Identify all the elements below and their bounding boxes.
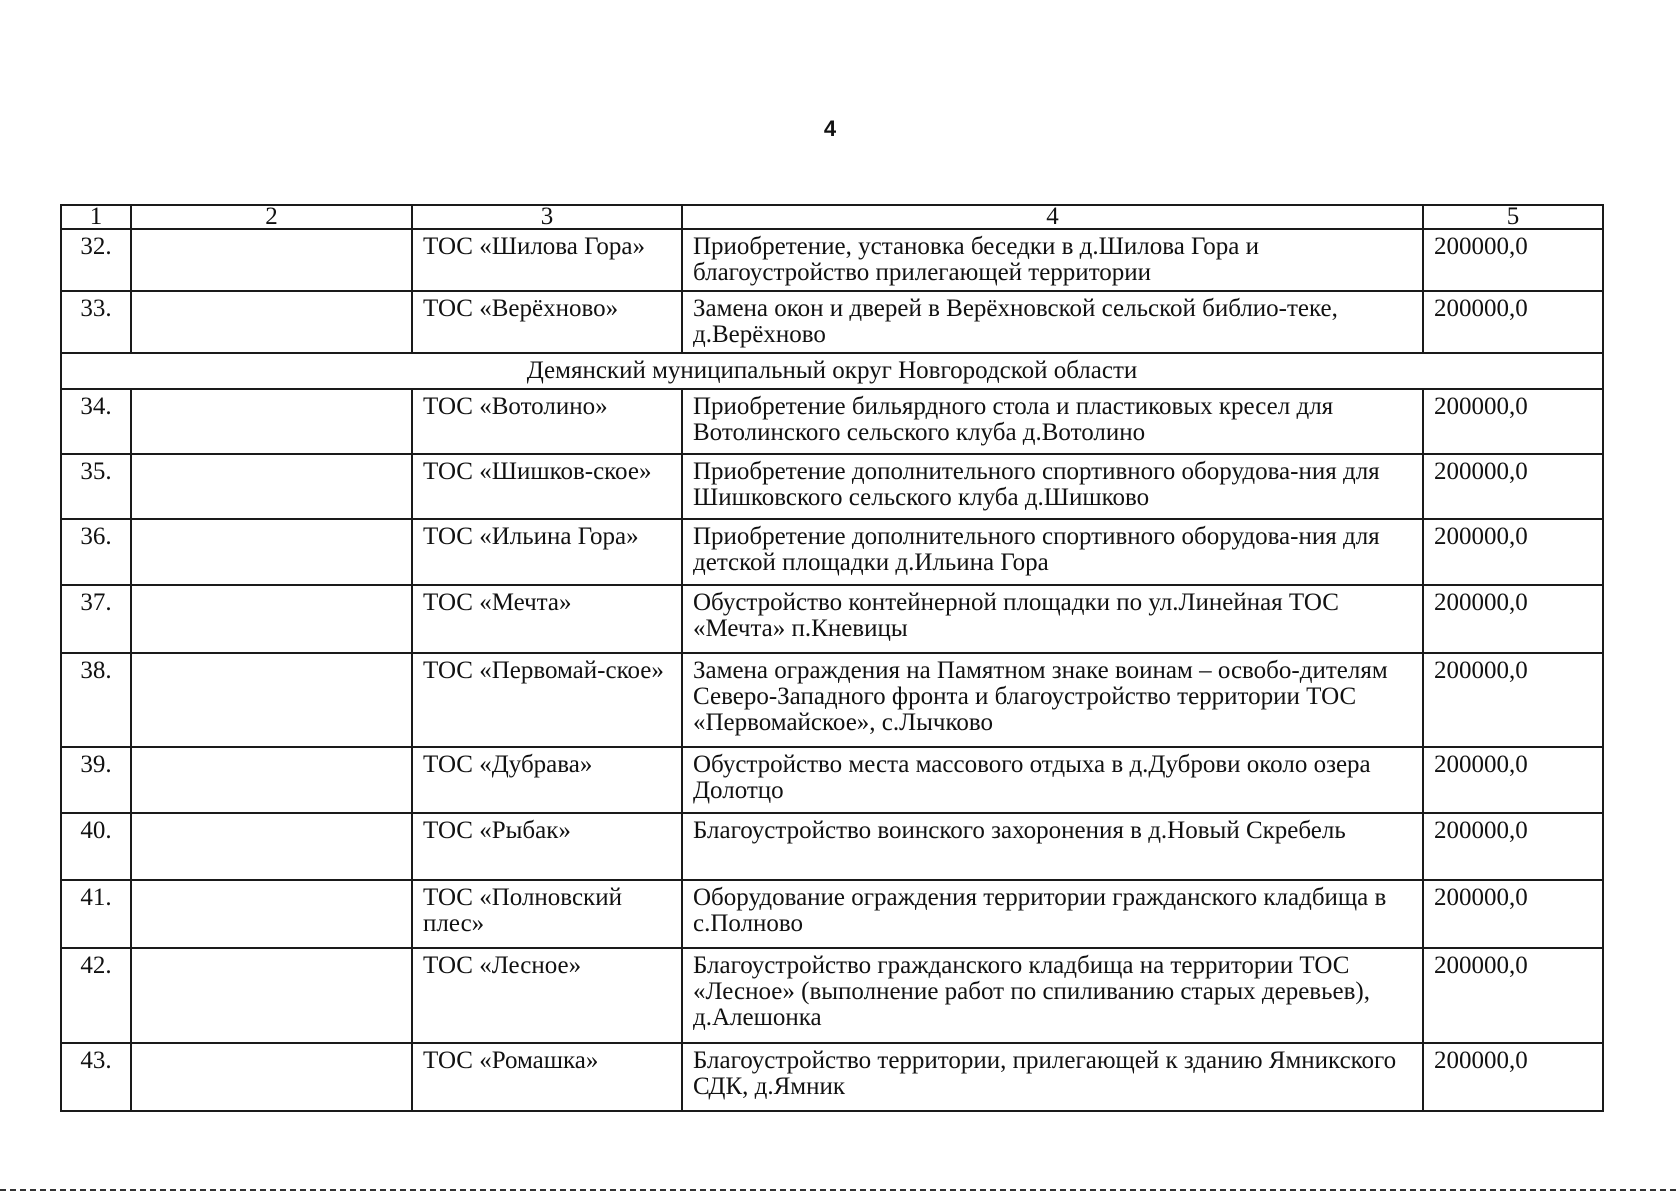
row-number: 36. <box>61 519 131 585</box>
project-description: Благоустройство территории, прилегающей к зданию Ямникского СДК, д.Ямник <box>682 1043 1423 1111</box>
tos-name: ТОС «Рыбак» <box>412 813 682 880</box>
row-number: 35. <box>61 454 131 519</box>
table-row <box>61 519 1603 585</box>
row-number: 33. <box>61 291 131 353</box>
amount: 200000,0 <box>1423 813 1603 880</box>
project-description: Обустройство места массового отдыха в д.Дуброви около озера Долотцо <box>682 747 1423 813</box>
row-col2 <box>131 747 412 813</box>
project-description: Приобретение дополнительного спортивного оборудова-ния для Шишковского сельского клуба д.Шишково <box>682 454 1423 519</box>
row-col2 <box>131 291 412 353</box>
row-col2 <box>131 519 412 585</box>
tos-name: ТОС «Первомай-ское» <box>412 653 682 747</box>
tos-name: ТОС «Лесное» <box>412 948 682 1043</box>
table-row <box>61 653 1603 747</box>
tos-name: ТОС «Ильина Гора» <box>412 519 682 585</box>
row-number: 39. <box>61 747 131 813</box>
project-description: Благоустройство воинского захоронения в д.Новый Скребель <box>682 813 1423 880</box>
tos-name: ТОС «Мечта» <box>412 585 682 653</box>
amount: 200000,0 <box>1423 291 1603 353</box>
project-description: Замена окон и дверей в Верёхновской сельской библио-теке, д.Верёхново <box>682 291 1423 353</box>
table-row <box>61 948 1603 1043</box>
row-col2 <box>131 813 412 880</box>
amount: 200000,0 <box>1423 389 1603 454</box>
amount: 200000,0 <box>1423 747 1603 813</box>
table-row <box>61 813 1603 880</box>
project-description: Приобретение дополнительного спортивного оборудова-ния для детской площадки д.Ильина Гора <box>682 519 1423 585</box>
amount: 200000,0 <box>1423 880 1603 948</box>
table-header-row <box>61 205 1603 229</box>
row-number: 43. <box>61 1043 131 1111</box>
bottom-rule <box>0 1189 1676 1191</box>
table-row <box>61 291 1603 353</box>
tos-name: ТОС «Ромашка» <box>412 1043 682 1111</box>
amount: 200000,0 <box>1423 948 1603 1043</box>
section-row <box>61 353 1603 389</box>
project-description: Обустройство контейнерной площадки по ул.Линейная ТОС «Мечта» п.Кневицы <box>682 585 1423 653</box>
project-description: Благоустройство гражданского кладбища на территории ТОС «Лесное» (выполнение работ по спиливанию старых деревьев), д.Алешонка <box>682 948 1423 1043</box>
column-header: 4 <box>682 205 1423 229</box>
amount: 200000,0 <box>1423 454 1603 519</box>
column-header: 2 <box>131 205 412 229</box>
row-col2 <box>131 880 412 948</box>
row-number: 38. <box>61 653 131 747</box>
amount: 200000,0 <box>1423 653 1603 747</box>
amount: 200000,0 <box>1423 519 1603 585</box>
project-description: Замена ограждения на Памятном знаке воинам – освобо-дителям Северо-Западного фронта и благоустройство территории ТОС «Первомайское», с.Лычково <box>682 653 1423 747</box>
table-row <box>61 585 1603 653</box>
column-header: 1 <box>61 205 131 229</box>
tos-name: ТОС «Полновский плес» <box>412 880 682 948</box>
tos-name: ТОС «Вотолино» <box>412 389 682 454</box>
row-col2 <box>131 585 412 653</box>
project-description: Приобретение, установка беседки в д.Шилова Гора и благоустройство прилегающей территории <box>682 229 1423 291</box>
table-row <box>61 454 1603 519</box>
projects-table <box>60 204 1604 1112</box>
row-col2 <box>131 389 412 454</box>
project-description: Оборудование ограждения территории гражданского кладбища в с.Полново <box>682 880 1423 948</box>
row-number: 34. <box>61 389 131 454</box>
column-header: 5 <box>1423 205 1603 229</box>
row-col2 <box>131 454 412 519</box>
row-number: 40. <box>61 813 131 880</box>
column-header: 3 <box>412 205 682 229</box>
amount: 200000,0 <box>1423 229 1603 291</box>
row-number: 41. <box>61 880 131 948</box>
table-row <box>61 880 1603 948</box>
tos-name: ТОС «Верёхново» <box>412 291 682 353</box>
row-number: 42. <box>61 948 131 1043</box>
row-col2 <box>131 1043 412 1111</box>
table-row <box>61 389 1603 454</box>
project-description: Приобретение бильярдного стола и пластиковых кресел для Вотолинского сельского клуба д.Вотолино <box>682 389 1423 454</box>
tos-name: ТОС «Дубрава» <box>412 747 682 813</box>
page-number: 4 <box>823 116 837 141</box>
row-col2 <box>131 948 412 1043</box>
table-row <box>61 229 1603 291</box>
row-col2 <box>131 229 412 291</box>
amount: 200000,0 <box>1423 1043 1603 1111</box>
table-row <box>61 1043 1603 1111</box>
section-title: Демянский муниципальный округ Новгородской области <box>61 353 1603 389</box>
table-row <box>61 747 1603 813</box>
amount: 200000,0 <box>1423 585 1603 653</box>
row-col2 <box>131 653 412 747</box>
tos-name: ТОС «Шилова Гора» <box>412 229 682 291</box>
tos-name: ТОС «Шишков-ское» <box>412 454 682 519</box>
row-number: 32. <box>61 229 131 291</box>
row-number: 37. <box>61 585 131 653</box>
